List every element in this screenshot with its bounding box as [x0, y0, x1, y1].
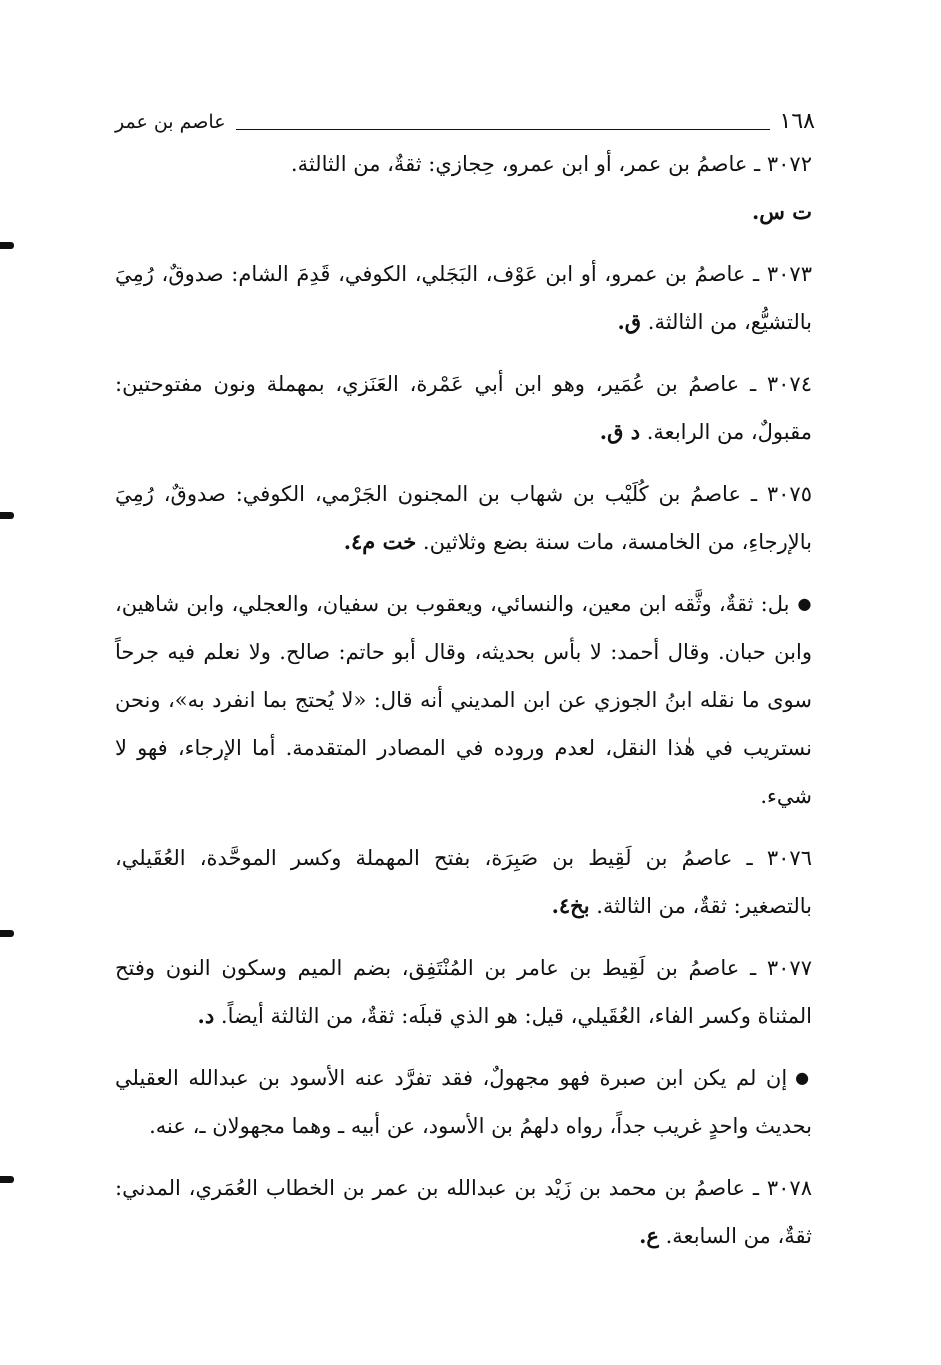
- entry-3076: [115, 834, 812, 930]
- entry-symbols: ت س.: [751, 199, 812, 224]
- entry-symbols: خت م٤.: [343, 529, 417, 554]
- entry-text: ٣٠٧٦ ـ عاصمُ بن لَقِيط بن صَبِرَة، بفتح المهملة وكسر الموحَّدة، العُقَيلي، بالتصغير: ثقةٌ، من الثالثة.: [115, 846, 812, 918]
- running-header: [115, 104, 815, 134]
- entry-3075: [115, 470, 812, 566]
- editor-note-2: [115, 1054, 812, 1150]
- entry-symbols: د ق.: [599, 419, 641, 444]
- entry-3073: [115, 250, 812, 346]
- entry-symbols: د.: [197, 1003, 215, 1028]
- scan-edge-mark: [0, 1176, 14, 1183]
- entry-3072: [115, 140, 812, 236]
- entry-text: ٣٠٧٥ ـ عاصمُ بن كُلَيْب بن شهاب بن المجنون الجَرْمي، الكوفي: صدوقٌ، رُمِيَ بالإرجاءِ، من الخامسة، مات سنة بضع وثلاثين.: [115, 482, 812, 554]
- note-text: بل: ثقةٌ، وثَّقه ابن معين، والنسائي، ويعقوب بن سفيان، والعجلي، وابن شاهين، وابن حبان. وقال أحمد: لا بأس بحديثه، وقال أبو حاتم: صالح. ولا نعلم فيه جرحاً سوى ما نقله ابنُ الجوزي عن ابن المديني أنه قال: «لا يُحتج بما انفرد به»، ونحن نستريب في هٰذا النقل، لعدم وروده في المصادر المتقدمة. أما الإرجاء، فهو لا شيء.: [115, 592, 812, 808]
- entry-text: ٣٠٧٨ ـ عاصمُ بن محمد بن زَيْد بن عبدالله بن عمر بن الخطاب العُمَري، المدني: ثقةٌ، من السابعة.: [115, 1176, 812, 1248]
- entry-symbols: ق.: [617, 309, 642, 334]
- entry-symbols: ع.: [639, 1223, 659, 1248]
- scan-edge-mark: [0, 930, 14, 937]
- entry-text: ٣٠٧٣ ـ عاصمُ بن عمرو، أو ابن عَوْف، البَجَلي، الكوفي، قَدِمَ الشام: صدوقٌ، رُمِيَ بالتشيُّع، من الثالثة.: [115, 262, 812, 334]
- page-number: ١٦٨: [779, 109, 815, 134]
- entry-symbols: بخ٤.: [551, 893, 590, 918]
- bullet-icon: ●: [795, 1068, 812, 1087]
- scan-edge-mark: [0, 242, 14, 249]
- entry-text: ٣٠٧٤ ـ عاصمُ بن عُمَير، وهو ابن أبي عَمْرة، العَنَزي، بمهملة ونون مفتوحتين: مقبولٌ، من الرابعة.: [115, 372, 812, 444]
- header-rule: [236, 129, 770, 130]
- running-title: عاصم بن عمر: [115, 111, 226, 133]
- entry-3078: [115, 1164, 812, 1260]
- bullet-icon: ●: [797, 594, 812, 613]
- entry-3074: [115, 360, 812, 456]
- note-text: إن لم يكن ابن صبرة فهو مجهولٌ، فقد تفرَّد عنه الأسود بن عبدالله العقيلي بحديث واحدٍ غريب جداً، رواه دلهمُ بن الأسود، عن أبيه ـ وهما مجهولان ـ، عنه.: [115, 1066, 812, 1138]
- page-body: [115, 140, 812, 1274]
- editor-note-1: [115, 580, 812, 820]
- entry-text: ٣٠٧٧ ـ عاصمُ بن لَقِيط بن عامر بن المُنْتَفِق، بضم الميم وسكون النون وفتح المثناة وكسر الفاء، العُقَيلي، قيل: هو الذي قبلَه: ثقةٌ، من الثالثة أيضاً.: [115, 956, 812, 1028]
- scan-edge-mark: [0, 512, 14, 519]
- entry-text: ٣٠٧٢ ـ عاصمُ بن عمر، أو ابن عمرو، حِجازي: ثقةٌ، من الثالثة.: [290, 152, 812, 176]
- entry-3077: [115, 944, 812, 1040]
